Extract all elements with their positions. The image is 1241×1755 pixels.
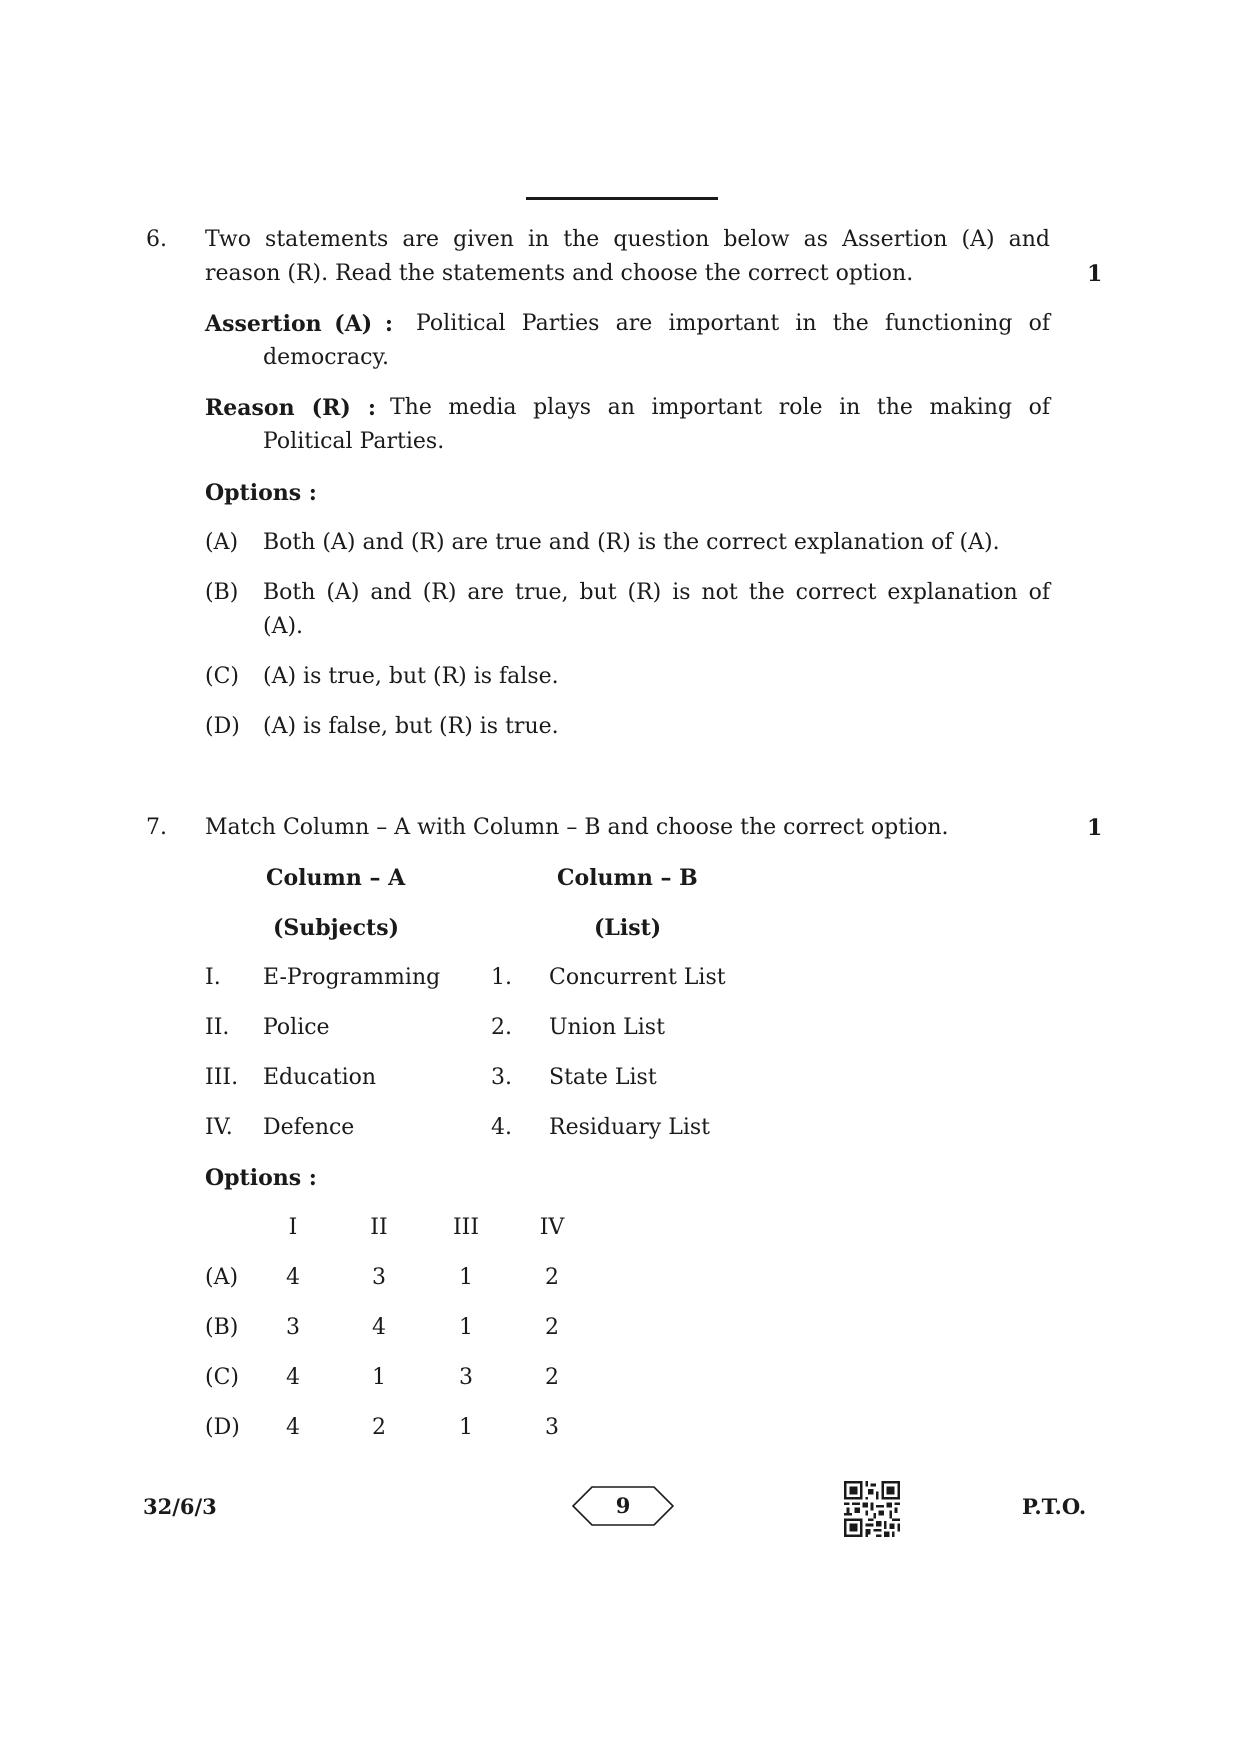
match-number: 1. [491, 965, 512, 990]
q7-option-value: 4 [286, 1365, 300, 1390]
reason-label: Reason (R) : [205, 395, 376, 421]
q7-option-value: 1 [372, 1365, 386, 1390]
q7-option-value: 3 [372, 1265, 386, 1290]
page-number-badge [572, 1486, 674, 1526]
q7-marks: 1 [1087, 815, 1103, 841]
q6-option-key: (C) [205, 664, 239, 689]
q7-option-value: 3 [286, 1315, 300, 1340]
match-list: State List [549, 1065, 657, 1090]
top-rule [526, 197, 718, 200]
q6-marks: 1 [1087, 261, 1103, 287]
q7-option-value: 2 [545, 1265, 559, 1290]
match-number: 4. [491, 1115, 512, 1140]
column-b-heading: Column – B [557, 865, 698, 891]
assertion-label: Assertion (A) : [205, 311, 393, 337]
paper-code: 32/6/3 [143, 1494, 217, 1519]
q6-number: 6. [146, 227, 167, 252]
q7-option-value: 1 [459, 1265, 473, 1290]
match-roman: I. [205, 965, 221, 990]
match-subject: Defence [263, 1115, 355, 1140]
column-b-subheading: (List) [594, 915, 662, 941]
q6-option-key: (B) [205, 580, 239, 605]
match-number: 2. [491, 1015, 512, 1040]
match-subject: Education [263, 1065, 377, 1090]
page-number: 9 [615, 1493, 631, 1518]
match-roman: III. [205, 1065, 239, 1090]
q7-option-value: 1 [459, 1415, 473, 1440]
option-col-header: I [288, 1215, 298, 1240]
option-col-header: IV [539, 1215, 565, 1240]
q6-option-text: (A) is false, but (R) is true. [263, 714, 559, 739]
match-list: Residuary List [549, 1115, 710, 1140]
q7-options-label: Options : [205, 1165, 317, 1191]
match-subject: E-Programming [263, 965, 441, 990]
q7-option-value: 3 [545, 1415, 559, 1440]
qr-code-icon [844, 1481, 900, 1537]
q6-option-text: (A) is true, but (R) is false. [263, 664, 559, 689]
q6-option-text-cont: (A). [263, 614, 304, 639]
q6-option-text: Both (A) and (R) are true, but (R) is not the correct explanation of [263, 580, 1050, 605]
q7-stem: Match Column – A with Column – B and choose the correct option. [205, 815, 949, 840]
q7-option-value: 4 [372, 1315, 386, 1340]
column-a-subheading: (Subjects) [273, 915, 399, 941]
q7-option-value: 2 [545, 1365, 559, 1390]
q6-stem-line1: Two statements are given in the question below as Assertion (A) and [205, 227, 1050, 252]
q7-option-value: 3 [459, 1365, 473, 1390]
q7-option-value: 2 [372, 1415, 386, 1440]
q7-option-value: 2 [545, 1315, 559, 1340]
q7-option-value: 4 [286, 1265, 300, 1290]
q6-options-label: Options : [205, 480, 317, 506]
option-col-header: III [452, 1215, 480, 1240]
match-roman: IV. [205, 1115, 233, 1140]
q7-option-key: (C) [205, 1365, 239, 1390]
q6-stem-line2: reason (R). Read the statements and choose the correct option. [205, 261, 914, 286]
q7-option-value: 4 [286, 1415, 300, 1440]
assertion-text-line1: Political Parties are important in the functioning of [416, 311, 1050, 336]
q6-option-text: Both (A) and (R) are true and (R) is the correct explanation of (A). [263, 530, 1000, 555]
assertion-text-line2: democracy. [263, 345, 389, 370]
match-subject: Police [263, 1015, 330, 1040]
q6-option-key: (D) [205, 714, 240, 739]
match-list: Concurrent List [549, 965, 726, 990]
q7-option-value: 1 [459, 1315, 473, 1340]
pto-label: P.T.O. [1022, 1494, 1087, 1519]
q7-option-key: (B) [205, 1315, 239, 1340]
reason-text-line1: The media plays an important role in the making of [390, 395, 1050, 420]
q7-option-key: (A) [205, 1265, 239, 1290]
match-list: Union List [549, 1015, 665, 1040]
match-roman: II. [205, 1015, 230, 1040]
q6-option-key: (A) [205, 530, 239, 555]
reason-text-line2: Political Parties. [263, 429, 445, 454]
q7-number: 7. [146, 815, 167, 840]
match-number: 3. [491, 1065, 512, 1090]
option-col-header: II [370, 1215, 388, 1240]
q7-option-key: (D) [205, 1415, 240, 1440]
column-a-heading: Column – A [266, 865, 406, 891]
